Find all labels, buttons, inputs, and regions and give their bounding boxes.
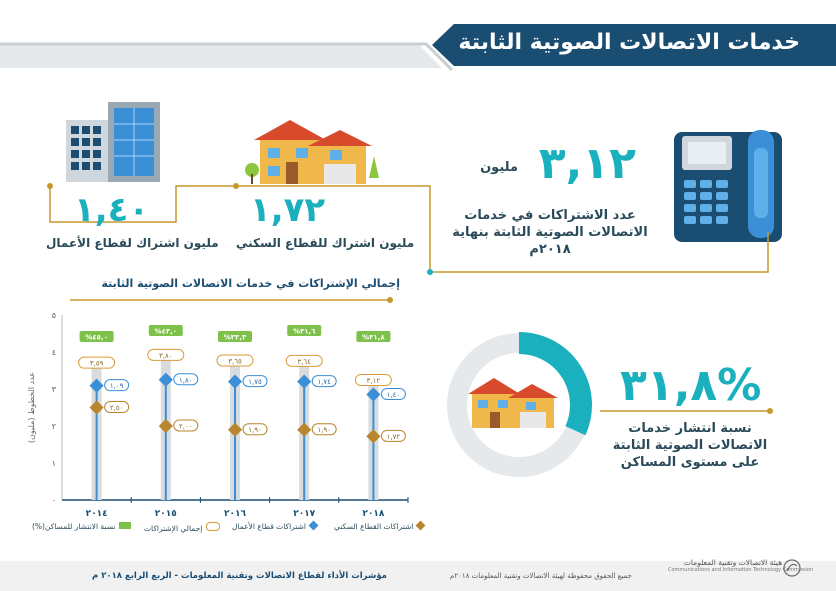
- residential-label: ١,٧٢: [386, 432, 401, 441]
- oval-icon: [206, 522, 220, 531]
- residential-label: ١,٩٠: [317, 426, 331, 435]
- green-box-icon: [119, 522, 131, 529]
- x-tick-label: ٢٠١٨: [362, 509, 385, 519]
- legend-item-penetration: [32, 522, 131, 531]
- total-value: ٣,١٢: [538, 138, 636, 189]
- y-tick-label: ٣: [51, 385, 56, 394]
- total-description-line: ٢٠١٨م: [529, 242, 571, 257]
- residential-value: ١,٧٢: [250, 190, 326, 230]
- legend-label: اشتراكات القطاع السكني: [334, 522, 414, 531]
- residential-label: ١,٩٠: [248, 426, 262, 435]
- residential-label: ٢,٥٠: [109, 404, 124, 412]
- business-label: ١,٧٥: [248, 378, 262, 387]
- subscriptions-chart: [20, 300, 420, 540]
- penetration-description-line: الاتصالات الصوتية الثابتة: [612, 438, 768, 453]
- diamond-icon: [416, 521, 426, 531]
- business-label: ١,٤٠: [386, 391, 401, 400]
- penetration-description: [610, 420, 770, 471]
- business-value: ١,٤٠: [74, 190, 150, 230]
- residential-label: مليون اشتراك للقطاع السكني: [236, 236, 415, 250]
- legend-item-total: [144, 522, 220, 533]
- legend-label: اشتراكات قطاع الأعمال: [232, 522, 306, 531]
- page-title: خدمات الاتصالات الصوتية الثابتة: [458, 30, 800, 55]
- penetration-label: %٤٥,٠: [85, 333, 108, 342]
- penetration-description-line: على مستوى المساكن: [620, 455, 760, 470]
- office-building-icon: [66, 100, 166, 184]
- total-label: ٣,٦٥: [228, 357, 242, 366]
- citc-logo-icon: [782, 558, 802, 578]
- business-label: ١,٠٩: [109, 382, 124, 391]
- footer-report-title: مؤشرات الأداء لقطاع الاتصالات وتقنية المعلومات - الربع الرابع ٢٠١٨ م: [92, 571, 387, 581]
- y-axis-label: عدد الخطوط (مليون): [27, 371, 36, 444]
- penetration-label: %٣١,٨: [362, 333, 385, 342]
- total-label: ٣,٦٤: [297, 357, 311, 366]
- penetration-underline: [600, 406, 780, 416]
- y-tick-label: ٥: [51, 311, 56, 320]
- total-description-line: عدد الاشتراكات في خدمات: [464, 208, 636, 223]
- legend-item-business: [232, 522, 317, 531]
- business-label: ١,٧٤: [317, 378, 331, 387]
- legend-item-residential: [334, 522, 424, 531]
- y-tick-label: ١: [51, 459, 56, 468]
- logo-text-ar: هيئة الاتصالات وتقنية المعلومات: [683, 558, 783, 567]
- total-description-line: الاتصالات الصوتية الثابتة بنهاية: [452, 225, 648, 240]
- penetration-label: %٣٣,٣: [223, 333, 247, 342]
- penetration-label: %٣١,٦: [292, 327, 316, 336]
- business-label: مليون اشتراك لقطاع الأعمال: [46, 236, 219, 250]
- total-unit: مليون: [480, 160, 518, 175]
- footer-copyright: جميع الحقوق محفوظة لهيئة الاتصالات وتقنية المعلومات ٢٠١٨م: [450, 572, 632, 580]
- x-tick-label: ٢٠١٥: [154, 509, 177, 519]
- house-icon: [244, 112, 380, 186]
- total-label: ٣,٨٠: [159, 351, 173, 360]
- chart-legend: [32, 522, 432, 536]
- y-tick-label: ٤: [51, 348, 56, 357]
- house-icon-small: [462, 372, 562, 430]
- x-tick-label: ٢٠١٦: [224, 509, 246, 519]
- total-label: ٣,٥٩: [89, 359, 104, 368]
- business-label: ١,٨٠: [179, 376, 193, 385]
- logo-text-en: Communications and Information Technology Commission: [668, 567, 814, 573]
- chart-title: إجمالي الإشتراكات في خدمات الاتصالات الصوتية الثابتة: [101, 277, 400, 290]
- x-tick-label: ٢٠١٧: [293, 509, 316, 519]
- legend-label: نسبة الانتشار للمساكن(%): [32, 522, 116, 531]
- x-tick-label: ٢٠١٤: [85, 509, 108, 519]
- diamond-icon: [309, 521, 319, 531]
- penetration-description-line: نسبة انتشار خدمات: [628, 421, 752, 436]
- residential-label: ٢,٠٠: [179, 422, 193, 431]
- penetration-label: %٤٣,٠: [154, 327, 178, 336]
- citc-logo: [668, 552, 814, 573]
- penetration-value: %٣١,٨: [620, 360, 762, 411]
- y-tick-label: ٢: [51, 422, 56, 431]
- total-label: ٣,١٢: [366, 377, 381, 386]
- y-tick-label: ٠: [51, 496, 56, 505]
- legend-label: إجمالي الإشتراكات: [144, 524, 203, 533]
